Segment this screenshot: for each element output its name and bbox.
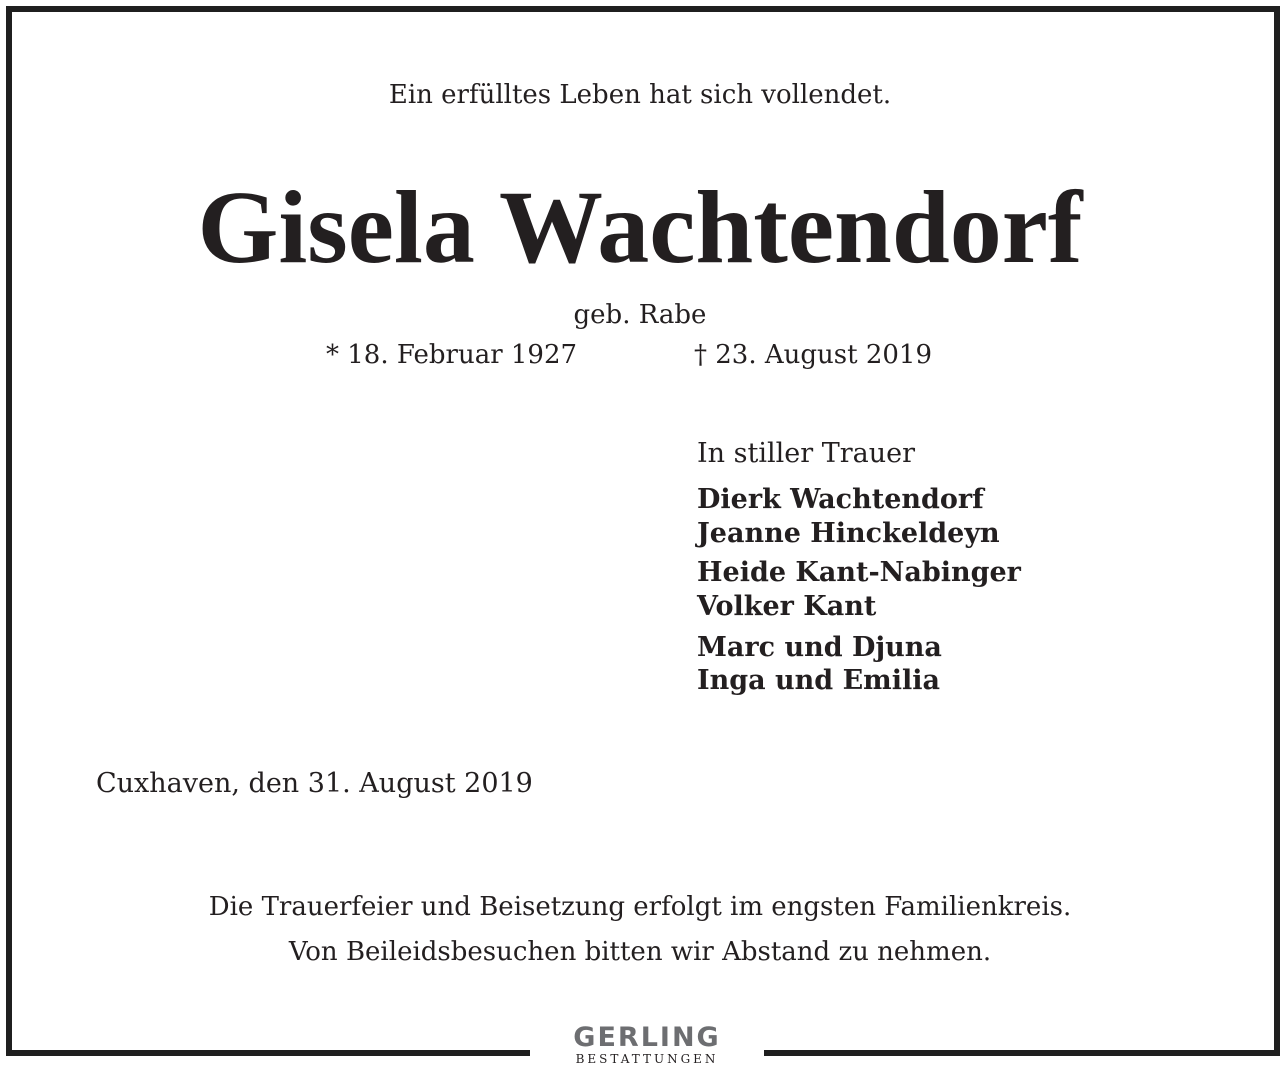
notice-line: Die Trauerfeier und Beisetzung erfolgt im engsten Familienkreis. — [208, 892, 1072, 922]
place-date: Cuxhaven, den 31. August 2019 — [96, 768, 533, 799]
funeral-home-logo — [530, 1024, 764, 1069]
logo-wordmark: GERLING — [573, 1022, 721, 1053]
mourner-name: Volker Kant — [697, 591, 877, 622]
mourner-name: Inga und Emilia — [697, 665, 940, 696]
mourner-name: Dierk Wachtendorf — [697, 484, 984, 515]
bottom-rule-left — [6, 1050, 530, 1056]
motto: Ein erfülltes Leben hat sich vollendet. — [388, 80, 892, 110]
mourning-heading: In stiller Trauer — [697, 438, 916, 469]
mourner-name: Jeanne Hinckeldeyn — [697, 518, 1000, 549]
mourner-name: Marc und Djuna — [697, 632, 942, 663]
notice-line: Von Beileidsbesuchen bitten wir Abstand zu nehmen. — [288, 937, 992, 967]
mourner-name: Heide Kant-Nabinger — [697, 557, 1021, 588]
death-date: † 23. August 2019 — [694, 340, 933, 370]
maiden-name: geb. Rabe — [573, 300, 707, 330]
logo-subtitle: BESTATTUNGEN — [575, 1052, 719, 1066]
bottom-rule-right — [764, 1050, 1274, 1056]
birth-date: * 18. Februar 1927 — [326, 340, 578, 370]
deceased-name: Gisela Wachtendorf — [197, 170, 1083, 285]
